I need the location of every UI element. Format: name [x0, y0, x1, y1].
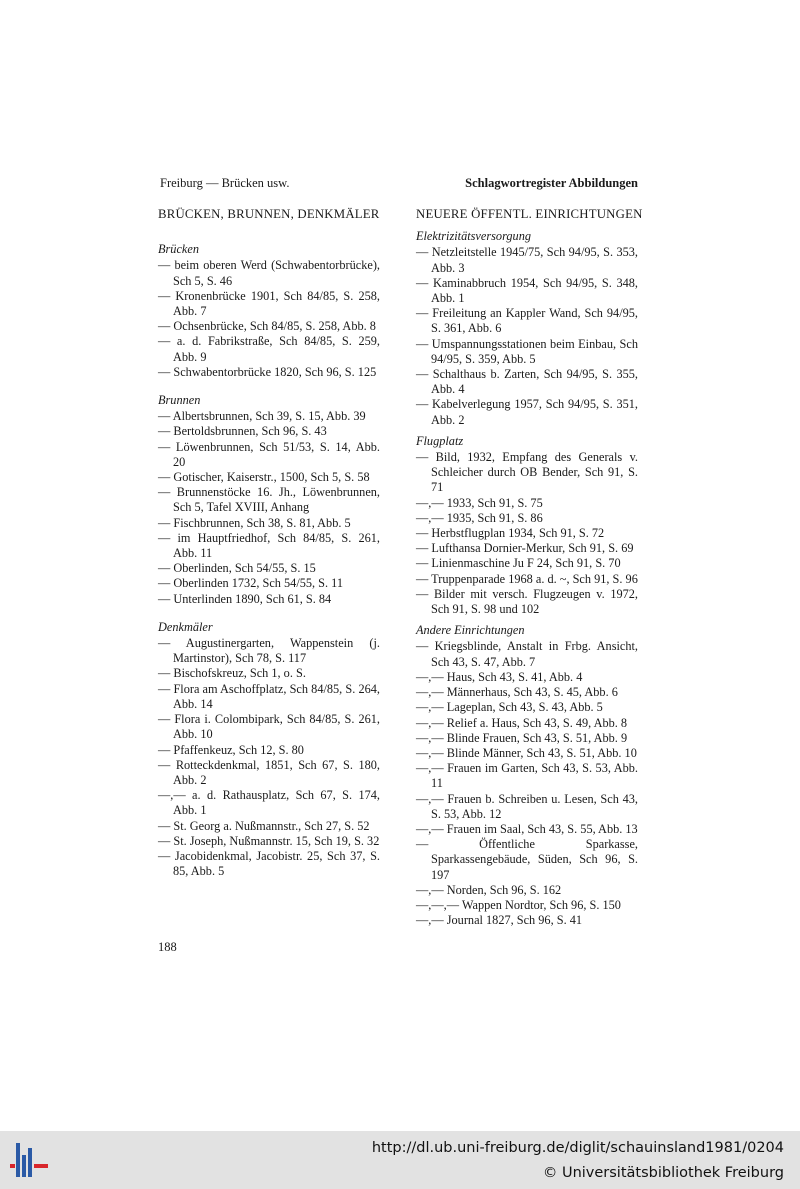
index-entry: — Flora i. Colombipark, Sch 84/85, S. 261, Abb. 10 [158, 712, 380, 742]
right-column [416, 207, 643, 934]
index-entry: — Truppenparade 1968 a. d. ~, Sch 91, S. 96 [416, 571, 638, 586]
index-entry: — Umspannungsstationen beim Einbau, Sch 94/95, S. 359, Abb. 5 [416, 336, 638, 366]
index-entry: — beim oberen Werd (Schwabentorbrücke), Sch 5, S. 46 [158, 258, 380, 288]
index-entry: — Linienmaschine Ju F 24, Sch 91, S. 70 [416, 556, 621, 571]
index-entry: — Bischofskreuz, Sch 1, o. S. [158, 666, 306, 681]
index-section [416, 434, 638, 617]
left-column [158, 207, 380, 892]
index-entry: —,— Blinde Frauen, Sch 43, S. 51, Abb. 9 [416, 730, 628, 745]
page-number: 188 [158, 940, 177, 954]
footer-url-link[interactable]: http://dl.ub.uni-freiburg.de/diglit/schauinsland1981/0204 [371, 1140, 784, 1156]
section-title: Andere Einrichtungen [416, 623, 525, 638]
index-entry: — Augustinergarten, Wappenstein (j. Martinstor), Sch 78, S. 117 [158, 636, 380, 666]
index-section [416, 623, 638, 928]
index-entry: — im Hauptfriedhof, Sch 84/85, S. 261, Abb. 11 [158, 530, 380, 561]
section-title: Elektrizitätsversorgung [416, 229, 531, 244]
index-entry: — Löwenbrunnen, Sch 51/53, S. 14, Abb. 20 [158, 439, 380, 469]
index-entry: — Kriegsblinde, Anstalt in Frbg. Ansicht, Sch 43, S. 47, Abb. 7 [416, 639, 638, 669]
index-entry: — Albertsbrunnen, Sch 39, S. 15, Abb. 39 [158, 409, 366, 424]
index-entry: — Jacobidenkmal, Jacobistr. 25, Sch 37, S. 85, Abb. 5 [158, 848, 380, 879]
index-entry: —,— 1935, Sch 91, S. 86 [416, 510, 543, 525]
index-section [416, 229, 638, 428]
index-entry: —,— Journal 1827, Sch 96, S. 41 [416, 913, 583, 928]
index-entry: — Fischbrunnen, Sch 38, S. 81, Abb. 5 [158, 515, 351, 530]
running-header-left: Freiburg — Brücken usw. [160, 176, 290, 190]
index-entry: — Freileitung an Kappler Wand, Sch 94/95, S. 361, Abb. 6 [416, 306, 638, 336]
index-entry: —,— Haus, Sch 43, S. 41, Abb. 4 [416, 669, 583, 684]
footer-bar [0, 1131, 800, 1189]
ub-freiburg-logo-icon [10, 1140, 50, 1180]
index-entry: —,— Frauen b. Schreiben u. Lesen, Sch 43, S. 53, Abb. 12 [416, 791, 638, 821]
index-entry: —,— a. d. Rathausplatz, Sch 67, S. 174, Abb. 1 [158, 788, 380, 818]
section-title: Brunnen [158, 393, 201, 408]
index-entry: — a. d. Fabrikstraße, Sch 84/85, S. 259, Abb. 9 [158, 334, 380, 364]
index-entry: —,— Lageplan, Sch 43, S. 43, Abb. 5 [416, 700, 603, 715]
index-entry: — Pfaffenkeuz, Sch 12, S. 80 [158, 742, 304, 757]
index-entry: — Kronenbrücke 1901, Sch 84/85, S. 258, Abb. 7 [158, 288, 380, 319]
index-entry: — Ochsenbrücke, Sch 84/85, S. 258, Abb. 8 [158, 319, 376, 334]
index-entry: — Bertoldsbrunnen, Sch 96, S. 43 [158, 424, 327, 439]
index-entry: —,— Relief a. Haus, Sch 43, S. 49, Abb. 8 [416, 715, 628, 730]
index-entry: — Herbstflugplan 1934, Sch 91, S. 72 [416, 526, 605, 541]
index-entry: —,—,— Wappen Nordtor, Sch 96, S. 150 [416, 897, 621, 912]
index-entry: —,— Männerhaus, Sch 43, S. 45, Abb. 6 [416, 685, 618, 700]
index-section [158, 393, 380, 607]
index-entry: — Bild, 1932, Empfang des Generals v. Schleicher durch OB Bender, Sch 91, S. 71 [416, 450, 638, 495]
index-entry: — Oberlinden 1732, Sch 54/55, S. 11 [158, 576, 344, 591]
index-entry: —,— Norden, Sch 96, S. 162 [416, 882, 562, 897]
index-entry: — Kabelverlegung 1957, Sch 94/95, S. 351, Abb. 2 [416, 397, 638, 427]
index-entry: —,— 1933, Sch 91, S. 75 [416, 495, 543, 510]
footer-copyright: © Universitätsbibliothek Freiburg [542, 1165, 784, 1181]
index-entry: — St. Joseph, Nußmannstr. 15, Sch 19, S. 32 [158, 833, 380, 848]
index-entry: — Brunnenstöcke 16. Jh., Löwenbrunnen, Sch 5, Tafel XVIII, Anhang [158, 485, 380, 515]
index-entry: — Unterlinden 1890, Sch 61, S. 84 [158, 591, 332, 606]
index-entry: — Gotischer, Kaiserstr., 1500, Sch 5, S. 58 [158, 470, 370, 485]
index-entry: — Schalthaus b. Zarten, Sch 94/95, S. 355, Abb. 4 [416, 367, 638, 397]
section-title: Brücken [158, 242, 199, 257]
index-entry: — Öffentliche Sparkasse, Sparkassengebäude, Süden, Sch 96, S. 197 [416, 837, 638, 882]
index-entry: — Flora am Aschoffplatz, Sch 84/85, S. 264, Abb. 14 [158, 681, 380, 711]
index-entry: —,— Frauen im Garten, Sch 43, S. 53, Abb. 11 [416, 761, 638, 791]
running-header-right: Schlagwortregister Abbildungen [465, 176, 638, 190]
index-section [158, 242, 380, 380]
index-entry: — Schwabentorbrücke 1820, Sch 96, S. 125 [158, 364, 377, 379]
section-title: Denkmäler [158, 619, 213, 634]
index-entry: — Oberlinden, Sch 54/55, S. 15 [158, 561, 316, 576]
section-title: Flugplatz [416, 433, 464, 448]
index-entry: — Netzleitstelle 1945/75, Sch 94/95, S. 353, Abb. 3 [416, 245, 638, 275]
index-entry: —,— Blinde Männer, Sch 43, S. 51, Abb. 10 [416, 745, 637, 760]
index-entry: — St. Georg a. Nußmannstr., Sch 27, S. 52 [158, 818, 370, 833]
index-entry: — Kaminabbruch 1954, Sch 94/95, S. 348, Abb. 1 [416, 275, 638, 306]
index-entry: — Bilder mit versch. Flugzeugen v. 1972, Sch 91, S. 98 und 102 [416, 586, 638, 617]
right-column-title: NEUERE ÖFFENTL. EINRICHTUNGEN [416, 207, 643, 221]
index-entry: — Lufthansa Dornier-Merkur, Sch 91, S. 69 [416, 541, 634, 556]
index-section [158, 620, 380, 879]
index-entry: — Rotteckdenkmal, 1851, Sch 67, S. 180, Abb. 2 [158, 757, 380, 787]
index-entry: —,— Frauen im Saal, Sch 43, S. 55, Abb. 13 [416, 821, 638, 836]
left-column-title: BRÜCKEN, BRUNNEN, DENKMÄLER [158, 207, 380, 221]
